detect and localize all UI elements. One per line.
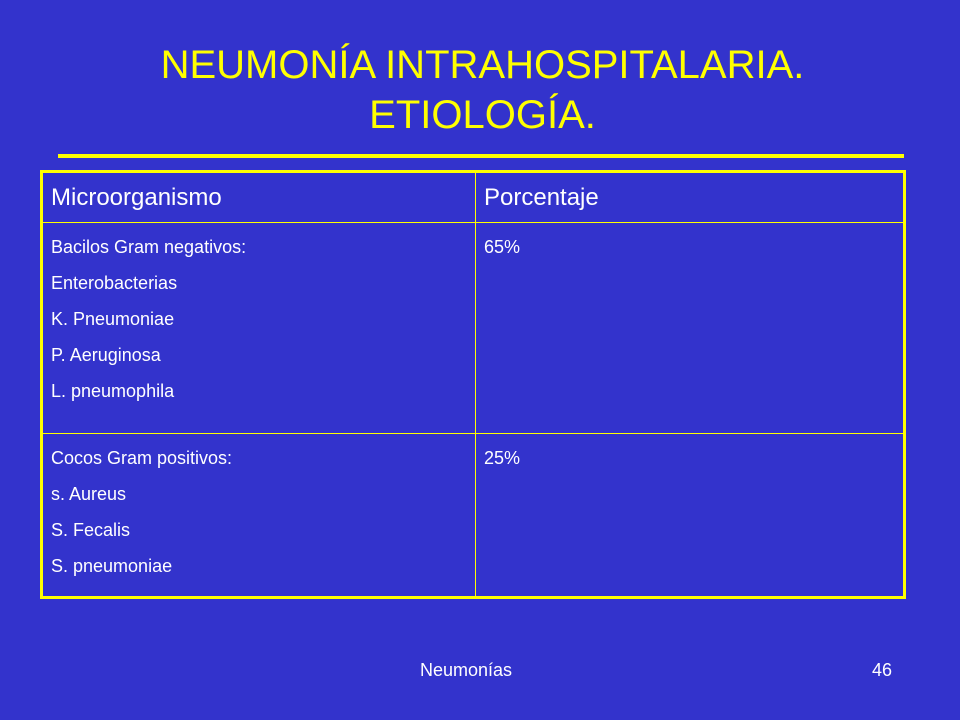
- etiology-table: [40, 170, 906, 599]
- header-microorganism: Microorganismo: [42, 172, 476, 223]
- page-number: 46: [872, 660, 893, 680]
- microorganism-line: Enterobacterias: [51, 273, 178, 293]
- microorganism-line: K. Pneumoniae: [51, 309, 175, 329]
- microorganism-cell: [42, 434, 476, 598]
- microorganism-line: L. pneumophila: [51, 381, 175, 401]
- table-header-row: [42, 172, 905, 223]
- slide-title: [60, 40, 905, 140]
- slide-title-line-1: NEUMONÍA INTRAHOSPITALARIA.: [160, 43, 805, 87]
- table-row: [42, 434, 905, 598]
- microorganism-line: s. Aureus: [51, 484, 127, 504]
- microorganism-cell: [42, 223, 476, 434]
- microorganism-line: S. pneumoniae: [51, 556, 173, 576]
- slide-title-line-2: ETIOLOGÍA.: [369, 93, 596, 137]
- microorganism-line: S. Fecalis: [51, 520, 131, 540]
- microorganism-line: Bacilos Gram negativos:: [51, 237, 247, 257]
- percentage-cell: 25%: [476, 434, 905, 598]
- header-percentage: Porcentaje: [476, 172, 905, 223]
- title-underline: [58, 154, 904, 158]
- table-row: [42, 223, 905, 434]
- percentage-cell: 65%: [476, 223, 905, 434]
- microorganism-line: Cocos Gram positivos:: [51, 448, 233, 468]
- footer-title: Neumonías: [420, 660, 513, 680]
- microorganism-line: P. Aeruginosa: [51, 345, 161, 365]
